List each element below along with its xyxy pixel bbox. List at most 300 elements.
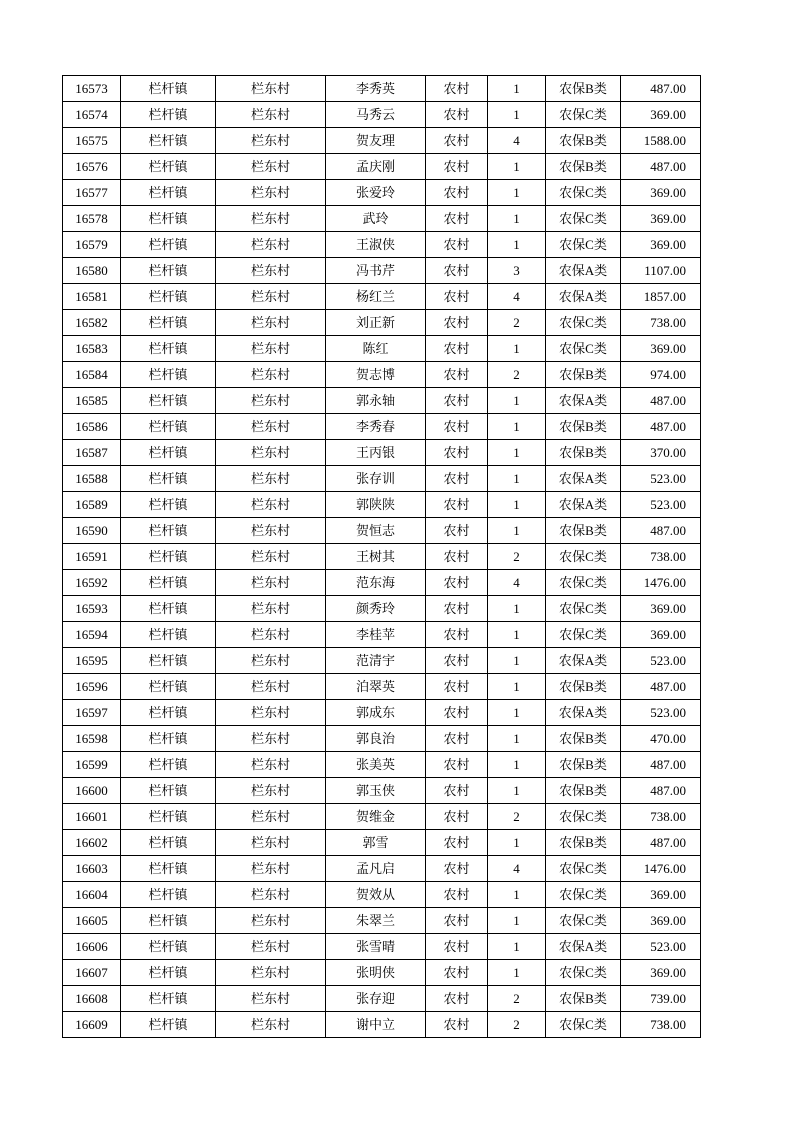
table-row xyxy=(63,310,701,336)
cell-person-name: 孟庆刚 xyxy=(326,154,426,180)
cell-amount: 369.00 xyxy=(621,336,701,362)
cell-village: 栏东村 xyxy=(216,466,326,492)
cell-amount: 974.00 xyxy=(621,362,701,388)
cell-insurance-category: 农保A类 xyxy=(546,466,621,492)
cell-village: 栏东村 xyxy=(216,1012,326,1038)
cell-amount: 369.00 xyxy=(621,232,701,258)
cell-record-id: 16601 xyxy=(63,804,121,830)
cell-person-name: 李秀春 xyxy=(326,414,426,440)
table-row xyxy=(63,440,701,466)
cell-town: 栏杆镇 xyxy=(121,440,216,466)
cell-town: 栏杆镇 xyxy=(121,648,216,674)
cell-person-count: 2 xyxy=(488,804,546,830)
cell-person-count: 1 xyxy=(488,830,546,856)
cell-insurance-category: 农保C类 xyxy=(546,622,621,648)
cell-person-count: 1 xyxy=(488,518,546,544)
cell-record-id: 16590 xyxy=(63,518,121,544)
cell-record-id: 16585 xyxy=(63,388,121,414)
cell-record-id: 16603 xyxy=(63,856,121,882)
cell-village: 栏东村 xyxy=(216,960,326,986)
cell-person-name: 朱翠兰 xyxy=(326,908,426,934)
cell-town: 栏杆镇 xyxy=(121,180,216,206)
cell-household-type: 农村 xyxy=(426,466,488,492)
cell-insurance-category: 农保C类 xyxy=(546,960,621,986)
cell-person-count: 1 xyxy=(488,336,546,362)
cell-town: 栏杆镇 xyxy=(121,804,216,830)
cell-town: 栏杆镇 xyxy=(121,258,216,284)
table-row xyxy=(63,284,701,310)
table-row xyxy=(63,570,701,596)
cell-insurance-category: 农保C类 xyxy=(546,882,621,908)
cell-person-count: 1 xyxy=(488,778,546,804)
cell-person-name: 贺恒志 xyxy=(326,518,426,544)
cell-person-count: 1 xyxy=(488,908,546,934)
cell-household-type: 农村 xyxy=(426,622,488,648)
cell-town: 栏杆镇 xyxy=(121,596,216,622)
table-row xyxy=(63,908,701,934)
cell-town: 栏杆镇 xyxy=(121,882,216,908)
cell-household-type: 农村 xyxy=(426,752,488,778)
cell-record-id: 16574 xyxy=(63,102,121,128)
cell-town: 栏杆镇 xyxy=(121,414,216,440)
cell-amount: 1588.00 xyxy=(621,128,701,154)
cell-person-count: 1 xyxy=(488,206,546,232)
cell-amount: 487.00 xyxy=(621,674,701,700)
cell-village: 栏东村 xyxy=(216,102,326,128)
cell-village: 栏东村 xyxy=(216,518,326,544)
cell-amount: 738.00 xyxy=(621,310,701,336)
cell-village: 栏东村 xyxy=(216,544,326,570)
cell-town: 栏杆镇 xyxy=(121,466,216,492)
cell-person-count: 1 xyxy=(488,674,546,700)
cell-town: 栏杆镇 xyxy=(121,674,216,700)
cell-amount: 369.00 xyxy=(621,622,701,648)
cell-town: 栏杆镇 xyxy=(121,102,216,128)
cell-town: 栏杆镇 xyxy=(121,752,216,778)
cell-village: 栏东村 xyxy=(216,830,326,856)
cell-person-count: 4 xyxy=(488,570,546,596)
cell-record-id: 16607 xyxy=(63,960,121,986)
cell-town: 栏杆镇 xyxy=(121,518,216,544)
cell-record-id: 16598 xyxy=(63,726,121,752)
cell-amount: 738.00 xyxy=(621,804,701,830)
cell-insurance-category: 农保B类 xyxy=(546,674,621,700)
cell-town: 栏杆镇 xyxy=(121,622,216,648)
cell-person-count: 1 xyxy=(488,388,546,414)
table-row xyxy=(63,882,701,908)
cell-insurance-category: 农保C类 xyxy=(546,908,621,934)
table-row xyxy=(63,414,701,440)
cell-insurance-category: 农保C类 xyxy=(546,232,621,258)
cell-amount: 369.00 xyxy=(621,882,701,908)
cell-town: 栏杆镇 xyxy=(121,336,216,362)
cell-person-count: 4 xyxy=(488,856,546,882)
cell-village: 栏东村 xyxy=(216,648,326,674)
cell-record-id: 16606 xyxy=(63,934,121,960)
cell-amount: 523.00 xyxy=(621,466,701,492)
cell-amount: 369.00 xyxy=(621,180,701,206)
cell-village: 栏东村 xyxy=(216,154,326,180)
cell-record-id: 16604 xyxy=(63,882,121,908)
cell-person-count: 1 xyxy=(488,492,546,518)
cell-insurance-category: 农保C类 xyxy=(546,180,621,206)
cell-amount: 1476.00 xyxy=(621,570,701,596)
cell-insurance-category: 农保A类 xyxy=(546,934,621,960)
cell-person-name: 陈红 xyxy=(326,336,426,362)
cell-village: 栏东村 xyxy=(216,856,326,882)
cell-person-count: 1 xyxy=(488,622,546,648)
table-row xyxy=(63,128,701,154)
table-row xyxy=(63,960,701,986)
cell-amount: 487.00 xyxy=(621,154,701,180)
cell-record-id: 16587 xyxy=(63,440,121,466)
cell-amount: 1857.00 xyxy=(621,284,701,310)
cell-household-type: 农村 xyxy=(426,388,488,414)
cell-household-type: 农村 xyxy=(426,726,488,752)
cell-amount: 487.00 xyxy=(621,518,701,544)
cell-town: 栏杆镇 xyxy=(121,908,216,934)
cell-village: 栏东村 xyxy=(216,622,326,648)
cell-town: 栏杆镇 xyxy=(121,492,216,518)
cell-person-name: 贺效从 xyxy=(326,882,426,908)
cell-town: 栏杆镇 xyxy=(121,986,216,1012)
cell-person-count: 2 xyxy=(488,544,546,570)
cell-insurance-category: 农保B类 xyxy=(546,752,621,778)
cell-insurance-category: 农保B类 xyxy=(546,414,621,440)
cell-household-type: 农村 xyxy=(426,154,488,180)
table-row xyxy=(63,180,701,206)
cell-amount: 523.00 xyxy=(621,700,701,726)
cell-household-type: 农村 xyxy=(426,960,488,986)
cell-person-name: 郭玉侠 xyxy=(326,778,426,804)
cell-person-name: 范清宇 xyxy=(326,648,426,674)
cell-insurance-category: 农保C类 xyxy=(546,336,621,362)
cell-person-name: 王树其 xyxy=(326,544,426,570)
cell-person-count: 1 xyxy=(488,102,546,128)
cell-record-id: 16608 xyxy=(63,986,121,1012)
cell-person-name: 刘正新 xyxy=(326,310,426,336)
table-row xyxy=(63,934,701,960)
cell-village: 栏东村 xyxy=(216,934,326,960)
cell-person-name: 贺维金 xyxy=(326,804,426,830)
cell-household-type: 农村 xyxy=(426,76,488,102)
table-row xyxy=(63,362,701,388)
cell-insurance-category: 农保A类 xyxy=(546,492,621,518)
cell-insurance-category: 农保B类 xyxy=(546,986,621,1012)
cell-person-name: 王淑侠 xyxy=(326,232,426,258)
cell-town: 栏杆镇 xyxy=(121,232,216,258)
cell-village: 栏东村 xyxy=(216,388,326,414)
cell-village: 栏东村 xyxy=(216,232,326,258)
cell-insurance-category: 农保A类 xyxy=(546,700,621,726)
cell-household-type: 农村 xyxy=(426,258,488,284)
cell-record-id: 16578 xyxy=(63,206,121,232)
cell-town: 栏杆镇 xyxy=(121,856,216,882)
cell-household-type: 农村 xyxy=(426,986,488,1012)
cell-insurance-category: 农保B类 xyxy=(546,778,621,804)
cell-record-id: 16581 xyxy=(63,284,121,310)
cell-town: 栏杆镇 xyxy=(121,570,216,596)
cell-household-type: 农村 xyxy=(426,492,488,518)
cell-amount: 369.00 xyxy=(621,206,701,232)
cell-town: 栏杆镇 xyxy=(121,284,216,310)
cell-town: 栏杆镇 xyxy=(121,544,216,570)
cell-village: 栏东村 xyxy=(216,180,326,206)
table-row xyxy=(63,388,701,414)
cell-person-name: 郭成东 xyxy=(326,700,426,726)
cell-amount: 487.00 xyxy=(621,752,701,778)
cell-person-name: 郭陕陕 xyxy=(326,492,426,518)
cell-village: 栏东村 xyxy=(216,128,326,154)
cell-insurance-category: 农保A类 xyxy=(546,284,621,310)
cell-person-name: 张存训 xyxy=(326,466,426,492)
cell-person-count: 1 xyxy=(488,180,546,206)
cell-household-type: 农村 xyxy=(426,180,488,206)
cell-insurance-category: 农保B类 xyxy=(546,76,621,102)
cell-amount: 369.00 xyxy=(621,102,701,128)
cell-person-name: 李桂苹 xyxy=(326,622,426,648)
cell-person-count: 1 xyxy=(488,414,546,440)
cell-town: 栏杆镇 xyxy=(121,934,216,960)
cell-amount: 487.00 xyxy=(621,414,701,440)
cell-insurance-category: 农保B类 xyxy=(546,518,621,544)
cell-village: 栏东村 xyxy=(216,674,326,700)
cell-village: 栏东村 xyxy=(216,310,326,336)
cell-person-count: 1 xyxy=(488,232,546,258)
table-row xyxy=(63,648,701,674)
cell-village: 栏东村 xyxy=(216,570,326,596)
cell-record-id: 16583 xyxy=(63,336,121,362)
cell-record-id: 16599 xyxy=(63,752,121,778)
cell-village: 栏东村 xyxy=(216,258,326,284)
cell-person-name: 王丙银 xyxy=(326,440,426,466)
cell-household-type: 农村 xyxy=(426,856,488,882)
cell-insurance-category: 农保C类 xyxy=(546,544,621,570)
cell-person-name: 郭雪 xyxy=(326,830,426,856)
table-row xyxy=(63,622,701,648)
cell-village: 栏东村 xyxy=(216,700,326,726)
cell-person-name: 冯书芹 xyxy=(326,258,426,284)
cell-town: 栏杆镇 xyxy=(121,700,216,726)
cell-village: 栏东村 xyxy=(216,908,326,934)
cell-record-id: 16573 xyxy=(63,76,121,102)
cell-record-id: 16582 xyxy=(63,310,121,336)
cell-person-count: 2 xyxy=(488,986,546,1012)
cell-insurance-category: 农保A类 xyxy=(546,648,621,674)
table-row xyxy=(63,1012,701,1038)
table-row xyxy=(63,102,701,128)
cell-person-name: 张存迎 xyxy=(326,986,426,1012)
cell-person-name: 郭永轴 xyxy=(326,388,426,414)
cell-village: 栏东村 xyxy=(216,492,326,518)
cell-person-count: 1 xyxy=(488,440,546,466)
cell-village: 栏东村 xyxy=(216,414,326,440)
table-row xyxy=(63,596,701,622)
table-row xyxy=(63,258,701,284)
cell-household-type: 农村 xyxy=(426,284,488,310)
cell-person-name: 范东海 xyxy=(326,570,426,596)
cell-village: 栏东村 xyxy=(216,778,326,804)
cell-record-id: 16591 xyxy=(63,544,121,570)
cell-insurance-category: 农保B类 xyxy=(546,440,621,466)
cell-person-name: 颜秀玲 xyxy=(326,596,426,622)
cell-amount: 738.00 xyxy=(621,1012,701,1038)
cell-household-type: 农村 xyxy=(426,232,488,258)
cell-amount: 1107.00 xyxy=(621,258,701,284)
cell-person-name: 李秀英 xyxy=(326,76,426,102)
cell-person-count: 1 xyxy=(488,726,546,752)
table-row xyxy=(63,76,701,102)
cell-insurance-category: 农保C类 xyxy=(546,310,621,336)
table-row xyxy=(63,752,701,778)
cell-household-type: 农村 xyxy=(426,934,488,960)
table-row xyxy=(63,466,701,492)
table-row xyxy=(63,674,701,700)
cell-town: 栏杆镇 xyxy=(121,830,216,856)
table-row xyxy=(63,700,701,726)
cell-amount: 487.00 xyxy=(621,388,701,414)
table-row xyxy=(63,232,701,258)
cell-person-name: 张雪晴 xyxy=(326,934,426,960)
cell-town: 栏杆镇 xyxy=(121,154,216,180)
cell-household-type: 农村 xyxy=(426,804,488,830)
cell-insurance-category: 农保B类 xyxy=(546,128,621,154)
cell-person-count: 2 xyxy=(488,310,546,336)
cell-person-name: 泊翠英 xyxy=(326,674,426,700)
cell-village: 栏东村 xyxy=(216,440,326,466)
cell-insurance-category: 农保B类 xyxy=(546,726,621,752)
cell-person-count: 1 xyxy=(488,934,546,960)
cell-amount: 369.00 xyxy=(621,596,701,622)
cell-household-type: 农村 xyxy=(426,310,488,336)
cell-record-id: 16600 xyxy=(63,778,121,804)
cell-village: 栏东村 xyxy=(216,284,326,310)
cell-town: 栏杆镇 xyxy=(121,362,216,388)
cell-household-type: 农村 xyxy=(426,570,488,596)
table-row xyxy=(63,492,701,518)
cell-household-type: 农村 xyxy=(426,830,488,856)
table-row xyxy=(63,206,701,232)
cell-person-count: 1 xyxy=(488,154,546,180)
cell-insurance-category: 农保C类 xyxy=(546,206,621,232)
cell-amount: 523.00 xyxy=(621,492,701,518)
cell-household-type: 农村 xyxy=(426,362,488,388)
cell-person-count: 1 xyxy=(488,700,546,726)
cell-person-count: 3 xyxy=(488,258,546,284)
cell-record-id: 16597 xyxy=(63,700,121,726)
cell-amount: 523.00 xyxy=(621,934,701,960)
cell-insurance-category: 农保C类 xyxy=(546,1012,621,1038)
cell-town: 栏杆镇 xyxy=(121,128,216,154)
cell-person-name: 贺友理 xyxy=(326,128,426,154)
cell-person-name: 张爱玲 xyxy=(326,180,426,206)
table-row xyxy=(63,336,701,362)
cell-record-id: 16577 xyxy=(63,180,121,206)
table-row xyxy=(63,154,701,180)
cell-record-id: 16602 xyxy=(63,830,121,856)
cell-household-type: 农村 xyxy=(426,596,488,622)
cell-person-count: 1 xyxy=(488,960,546,986)
cell-village: 栏东村 xyxy=(216,362,326,388)
cell-village: 栏东村 xyxy=(216,804,326,830)
cell-household-type: 农村 xyxy=(426,648,488,674)
cell-town: 栏杆镇 xyxy=(121,310,216,336)
cell-person-count: 2 xyxy=(488,1012,546,1038)
cell-person-count: 1 xyxy=(488,466,546,492)
cell-person-name: 谢中立 xyxy=(326,1012,426,1038)
table-row xyxy=(63,986,701,1012)
cell-person-count: 1 xyxy=(488,596,546,622)
cell-person-name: 贺志博 xyxy=(326,362,426,388)
cell-insurance-category: 农保C类 xyxy=(546,804,621,830)
cell-village: 栏东村 xyxy=(216,752,326,778)
cell-village: 栏东村 xyxy=(216,596,326,622)
cell-record-id: 16588 xyxy=(63,466,121,492)
cell-record-id: 16609 xyxy=(63,1012,121,1038)
table-row xyxy=(63,726,701,752)
cell-person-name: 武玲 xyxy=(326,206,426,232)
cell-household-type: 农村 xyxy=(426,336,488,362)
beneficiary-table xyxy=(62,75,701,1038)
cell-village: 栏东村 xyxy=(216,986,326,1012)
cell-town: 栏杆镇 xyxy=(121,778,216,804)
cell-insurance-category: 农保C类 xyxy=(546,856,621,882)
cell-town: 栏杆镇 xyxy=(121,726,216,752)
cell-amount: 487.00 xyxy=(621,76,701,102)
cell-household-type: 农村 xyxy=(426,778,488,804)
cell-record-id: 16596 xyxy=(63,674,121,700)
cell-insurance-category: 农保C类 xyxy=(546,570,621,596)
cell-amount: 1476.00 xyxy=(621,856,701,882)
cell-amount: 370.00 xyxy=(621,440,701,466)
cell-household-type: 农村 xyxy=(426,882,488,908)
cell-insurance-category: 农保A类 xyxy=(546,258,621,284)
cell-record-id: 16605 xyxy=(63,908,121,934)
cell-insurance-category: 农保C类 xyxy=(546,102,621,128)
cell-person-count: 4 xyxy=(488,284,546,310)
cell-amount: 369.00 xyxy=(621,908,701,934)
cell-person-name: 郭良治 xyxy=(326,726,426,752)
cell-household-type: 农村 xyxy=(426,102,488,128)
cell-household-type: 农村 xyxy=(426,700,488,726)
cell-village: 栏东村 xyxy=(216,76,326,102)
cell-record-id: 16576 xyxy=(63,154,121,180)
cell-amount: 738.00 xyxy=(621,544,701,570)
cell-town: 栏杆镇 xyxy=(121,1012,216,1038)
cell-insurance-category: 农保A类 xyxy=(546,388,621,414)
cell-household-type: 农村 xyxy=(426,544,488,570)
cell-household-type: 农村 xyxy=(426,1012,488,1038)
cell-household-type: 农村 xyxy=(426,414,488,440)
table-body xyxy=(63,76,701,1038)
cell-person-count: 1 xyxy=(488,752,546,778)
table-row xyxy=(63,804,701,830)
cell-person-count: 1 xyxy=(488,648,546,674)
cell-person-name: 张美英 xyxy=(326,752,426,778)
table-row xyxy=(63,518,701,544)
cell-insurance-category: 农保B类 xyxy=(546,154,621,180)
cell-amount: 739.00 xyxy=(621,986,701,1012)
cell-amount: 523.00 xyxy=(621,648,701,674)
cell-record-id: 16595 xyxy=(63,648,121,674)
cell-record-id: 16592 xyxy=(63,570,121,596)
cell-village: 栏东村 xyxy=(216,206,326,232)
cell-person-count: 1 xyxy=(488,76,546,102)
table-row xyxy=(63,544,701,570)
cell-amount: 487.00 xyxy=(621,830,701,856)
cell-person-count: 2 xyxy=(488,362,546,388)
cell-household-type: 农村 xyxy=(426,518,488,544)
